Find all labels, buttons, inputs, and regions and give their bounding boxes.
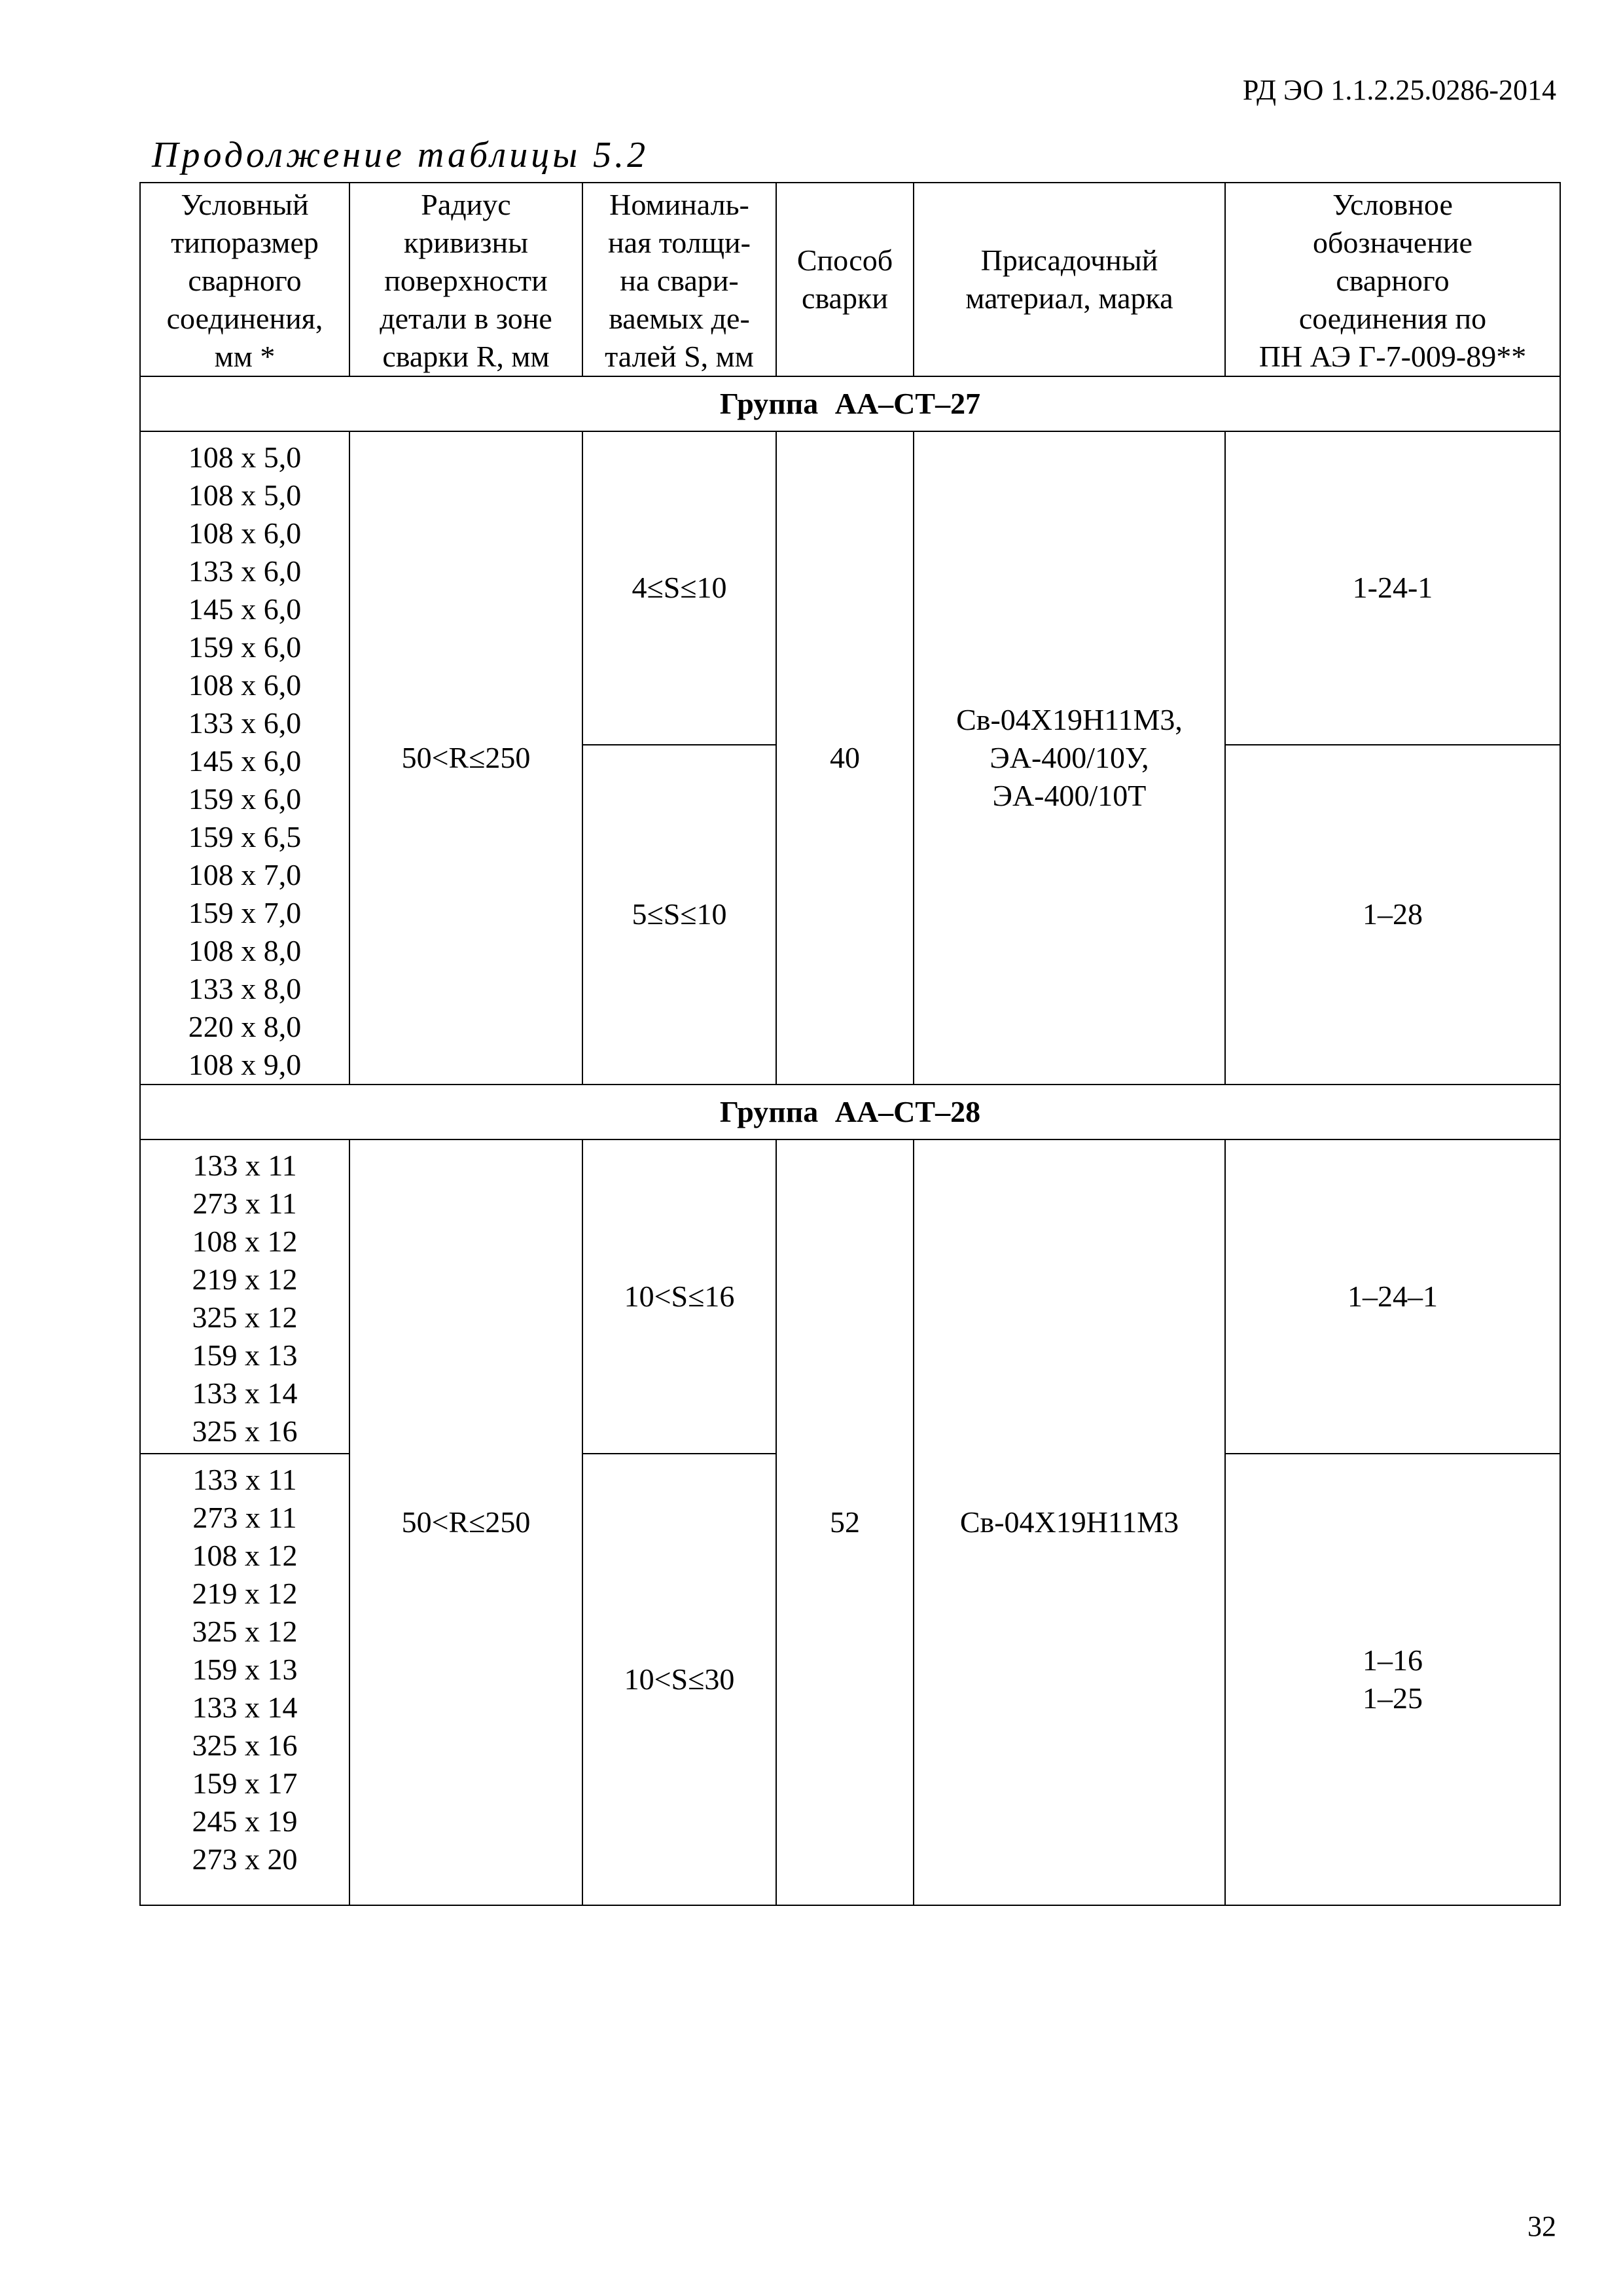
group-title-aa-st-28: Группа АА–СТ–28 bbox=[140, 1085, 1560, 1139]
designation-cell: 1–16 1–25 bbox=[1225, 1454, 1560, 1905]
size-list: 133 x 11 273 x 11 108 x 12 219 x 12 325 x 12 159 x 13 133 x 14 325 x 16 159 x 17 245 x 19 273 x 20 bbox=[140, 1454, 349, 1905]
page-number: 32 bbox=[1527, 2210, 1556, 2242]
group-title-aa-st-27: Группа АА–СТ–27 bbox=[140, 376, 1560, 431]
thickness-cell: 10<S≤30 bbox=[582, 1454, 776, 1905]
header-cell-radius: Радиус кривизны поверхности детали в зоне сварки R, мм bbox=[349, 183, 582, 376]
size-list: 108 x 5,0 108 x 5,0 108 x 6,0 133 x 6,0 145 x 6,0 159 x 6,0 108 x 6,0 133 x 6,0 145 x 6,0 159 x 6,0 159 x 6,5 108 x 7,0 159 x 7,0 108 x 8,0 133 x 8,0 220 x 8,0 108 x 9,0 bbox=[140, 431, 349, 1085]
designation-cell: 1–28 bbox=[1225, 745, 1560, 1085]
table-caption: Продолжение таблицы 5.2 bbox=[152, 135, 649, 175]
header-cell-material: Присадочный материал, марка bbox=[914, 183, 1225, 376]
material-cell: Св-04Х19Н11М3, ЭА-400/10У, ЭА-400/10Т bbox=[914, 431, 1225, 1085]
size-list: 133 x 11 273 x 11 108 x 12 219 x 12 325 x 12 159 x 13 133 x 14 325 x 16 bbox=[140, 1139, 349, 1454]
table-row bbox=[140, 1139, 1560, 1454]
table-row bbox=[140, 431, 1560, 745]
thickness-cell: 5≤S≤10 bbox=[582, 745, 776, 1085]
group-row bbox=[140, 376, 1560, 431]
weld-joint-table bbox=[139, 182, 1561, 1906]
designation-cell: 1-24-1 bbox=[1225, 431, 1560, 745]
method-cell: 40 bbox=[776, 431, 914, 1085]
thickness-cell: 10<S≤16 bbox=[582, 1139, 776, 1454]
material-cell: Св-04Х19Н11М3 bbox=[914, 1139, 1225, 1905]
header-cell-size: Условный типоразмер сварного соединения, мм * bbox=[140, 183, 349, 376]
document-code: РД ЭО 1.1.2.25.0286-2014 bbox=[1242, 74, 1556, 106]
header-cell-thickness: Номиналь- ная толщи- на свари- ваемых де- талей S, мм bbox=[582, 183, 776, 376]
radius-cell: 50<R≤250 bbox=[349, 1139, 582, 1905]
radius-cell: 50<R≤250 bbox=[349, 431, 582, 1085]
designation-cell: 1–24–1 bbox=[1225, 1139, 1560, 1454]
table-header-row bbox=[140, 183, 1560, 376]
header-cell-designation: Условное обозначение сварного соединения по ПН АЭ Г-7-009-89** bbox=[1225, 183, 1560, 376]
group-row bbox=[140, 1085, 1560, 1139]
header-cell-method: Способ сварки bbox=[776, 183, 914, 376]
thickness-cell: 4≤S≤10 bbox=[582, 431, 776, 745]
method-cell: 52 bbox=[776, 1139, 914, 1905]
